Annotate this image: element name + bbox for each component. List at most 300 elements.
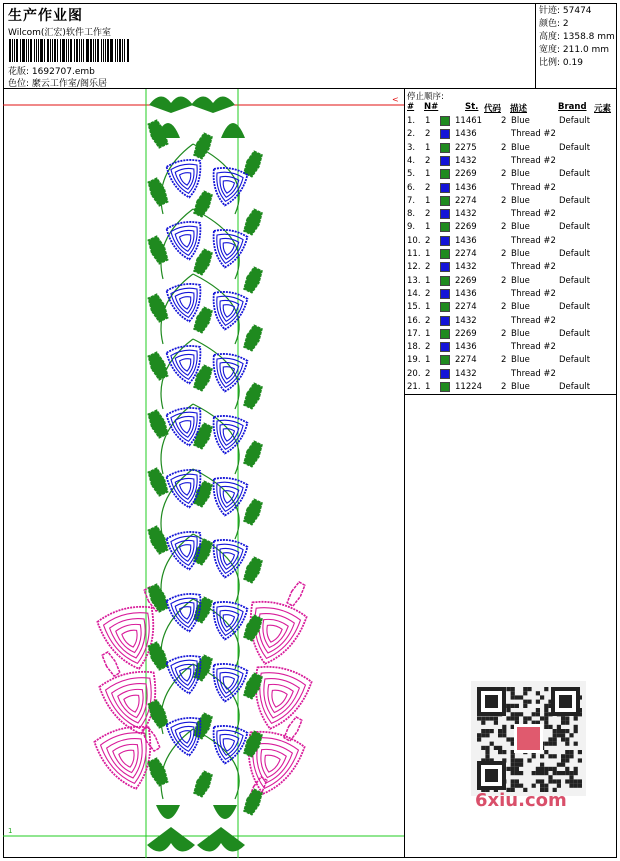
qr-module [544,742,548,746]
stat-label: 针迹: [539,6,561,16]
qr-module [511,779,515,783]
qr-module [523,716,527,720]
qr-module [557,733,561,737]
qr-module [494,746,498,750]
stop-sequence-title: 停止顺序: [407,92,444,102]
qr-module [561,758,565,762]
blue-motif [166,158,206,201]
stat-label: 宽度: [539,45,561,55]
stop-desc: Blue [511,382,530,392]
qr-module [515,758,519,762]
qr-module [532,712,536,716]
qr-module [540,754,544,758]
qr-module [565,758,569,762]
qr-module [515,695,519,699]
qr-module [553,729,557,733]
stop-code: 2 [501,355,507,366]
green-leaf [146,583,170,612]
stop-num: 19. [407,355,421,366]
stop-num: 6. [407,182,416,193]
stop-st: 2269 [455,169,477,180]
qr-module [569,750,573,754]
stop-num: 16. [407,315,421,326]
qr-module [574,742,578,746]
color-swatch [440,262,450,272]
qr-module [477,737,481,741]
stop-code: 2 [501,116,507,126]
green-leaf [242,150,264,177]
stop-desc: Blue [511,142,530,153]
stop-num: 14. [407,288,421,299]
qr-module [511,784,515,788]
qr-module [494,721,498,725]
stop-row [405,261,617,274]
stop-no: 1 [425,116,431,126]
qr-module [527,716,531,720]
qr-module [511,695,515,699]
qr-module [540,763,544,767]
colorpos-value: 縻云工作室/阁乐居 [31,79,107,89]
stat-row [539,31,614,44]
qr-module [515,763,519,767]
green-leaf [146,641,170,670]
stop-row [405,354,617,367]
stop-st: 1436 [455,288,477,299]
stat-value: 211.0 mm [560,45,610,55]
blue-motif [208,290,248,333]
barcode [9,39,139,62]
stop-st: 2274 [455,249,477,259]
qr-module [515,767,519,771]
stop-sequence-panel [405,89,617,395]
stop-brand: Default [559,275,591,286]
pink-leaf-accent [286,581,307,607]
qr-module [498,746,502,750]
qr-module [502,750,506,754]
qr-module [548,767,552,771]
qr-module [498,733,502,737]
qr-module [565,716,569,720]
qr-module [578,758,582,762]
stop-num: 15. [407,302,421,313]
qr-module [561,721,565,725]
qr-module [553,742,557,746]
qr-module [511,687,515,691]
crown-leaf [213,805,237,819]
qr-module [557,763,561,767]
stop-num: 20. [407,368,421,379]
qr-module [553,767,557,771]
qr-module [511,691,515,695]
color-swatch [440,196,450,206]
qr-module [502,729,506,733]
stop-row [405,381,617,394]
stat-row [539,18,614,31]
header-panel [3,3,536,89]
stat-row [539,44,614,57]
stop-num: 2. [407,129,416,140]
color-swatch [440,342,450,352]
green-leaf [242,498,264,525]
qr-module [519,784,523,788]
embroidery-design [3,89,405,858]
qr-module [477,716,481,720]
green-leaf [146,757,170,786]
stop-st: 11461 [455,116,483,126]
stat-value: 2 [560,19,569,29]
qr-module [515,779,519,783]
qr-module [553,771,557,775]
stop-row [405,288,617,301]
blue-motif [208,166,248,209]
qr-module [540,767,544,771]
qr-module [578,779,582,783]
qr-module [536,779,540,783]
green-leaf [146,467,170,496]
qr-module [485,716,489,720]
qr-module [485,733,489,737]
stop-st: 1432 [455,368,477,379]
green-leaf [242,788,264,815]
qr-module [519,695,523,699]
qr-module [565,767,569,771]
stop-brand: Default [559,169,591,180]
qr-module [506,708,510,712]
stop-row [405,168,617,181]
green-leaf [242,556,264,583]
qr-module [544,721,548,725]
stop-st: 2269 [455,328,477,339]
qr-module [515,771,519,775]
color-swatch [440,329,450,339]
stop-num: 7. [407,195,416,206]
vine-curve [161,729,193,799]
stop-no: 2 [425,288,431,299]
stop-num: 3. [407,142,416,153]
stop-row [405,248,617,261]
qr-module [498,750,502,754]
stat-row [539,57,614,70]
qr-module [544,712,548,716]
qr-module [536,771,540,775]
qr-module [565,742,569,746]
green-leaf [242,324,264,351]
page-title: 生产作业图 [8,8,83,24]
qr-module [519,712,523,716]
stop-desc: Thread #2 [511,209,556,220]
col-desc: 描述 [510,104,528,114]
stop-row [405,182,617,195]
green-leaf [242,382,264,409]
blue-motif [208,352,248,395]
stop-no: 1 [425,355,431,366]
qr-module [553,779,557,783]
qr-module [515,784,519,788]
qr-module [557,729,561,733]
stop-st: 1432 [455,209,477,220]
company-name: Wilcom(汇宏)软件工作室 [8,28,111,38]
stop-desc: Thread #2 [511,235,556,246]
color-swatch [440,156,450,166]
qr-module [515,716,519,720]
color-swatch [440,369,450,379]
qr-module [485,754,489,758]
qr-module [569,754,573,758]
qr-module [561,729,565,733]
qr-module [481,733,485,737]
stop-row [405,195,617,208]
stop-st: 1436 [455,129,477,140]
qr-module [540,695,544,699]
stat-label: 高度: [539,32,561,42]
pink-motif [243,662,313,736]
stop-row [405,221,617,234]
qr-module [544,750,548,754]
stop-desc: Blue [511,355,530,366]
pink-leaf-accent [101,651,122,677]
qr-module [574,729,578,733]
qr-module [565,729,569,733]
stop-num: 10. [407,235,421,246]
stop-st: 2274 [455,302,477,313]
qr-module [569,775,573,779]
stop-num: 18. [407,342,421,353]
stop-desc: Thread #2 [511,262,556,273]
qr-module [565,721,569,725]
qr-code-image [471,681,586,796]
pattern-value: 1692707.emb [31,67,95,77]
qr-module [519,758,523,762]
qr-module [569,779,573,783]
stop-num: 21. [407,382,421,392]
top-marker: < [392,95,399,104]
stop-brand: Default [559,382,591,392]
vine-curve [161,469,193,539]
stop-no: 1 [425,302,431,313]
qr-module [511,771,515,775]
qr-module [536,712,540,716]
qr-module [574,771,578,775]
stop-desc: Thread #2 [511,129,556,140]
stop-brand: Default [559,195,591,206]
stop-desc: Blue [511,302,530,313]
qr-module [490,729,494,733]
stat-row [539,5,614,18]
stop-desc: Blue [511,169,530,180]
vine-curve [161,144,193,214]
stop-row [405,155,617,168]
crown-leaf [156,805,180,819]
stop-row [405,208,617,221]
qr-module [506,737,510,741]
stop-sequence-header [405,102,617,114]
color-swatch [440,249,450,259]
qr-module [569,733,573,737]
qr-module [532,771,536,775]
qr-module [565,771,569,775]
qr-module [544,716,548,720]
qr-module [536,708,540,712]
stop-desc: Blue [511,116,530,126]
color-swatch [440,143,450,153]
col-num: # [407,102,415,112]
col-st: St. [465,102,479,112]
stop-no: 1 [425,169,431,180]
qr-module [574,767,578,771]
green-leaf [146,409,170,438]
stop-no: 1 [425,382,431,392]
qr-module [544,784,548,788]
crown-ornament-top [149,96,193,113]
qr-module [511,712,515,716]
stop-st: 11224 [455,382,483,392]
stop-num: 1. [407,116,416,126]
stop-num: 12. [407,262,421,273]
qr-module [485,750,489,754]
pattern-label: 花版: [8,67,30,77]
stop-num: 4. [407,155,416,166]
stop-row [405,115,617,128]
stop-code: 2 [501,302,507,313]
stop-no: 2 [425,209,431,220]
qr-module [548,779,552,783]
qr-module [561,733,565,737]
qr-module [548,725,552,729]
qr-module [561,771,565,775]
stop-no: 1 [425,195,431,206]
stat-value: 57474 [560,6,592,16]
stop-st: 1432 [455,262,477,273]
stop-no: 2 [425,262,431,273]
col-brand: Brand [558,102,587,112]
col-elem: 元素 [594,104,612,114]
qr-module [481,729,485,733]
stop-brand: Default [559,116,591,126]
stop-no: 1 [425,142,431,153]
stop-num: 9. [407,222,416,233]
stop-st: 2274 [455,195,477,206]
qr-module [561,754,565,758]
qr-module [544,708,548,712]
qr-module [569,771,573,775]
qr-finder [559,695,572,708]
stop-row [405,301,617,314]
qr-module [536,691,540,695]
stop-st: 2269 [455,222,477,233]
stop-desc: Blue [511,328,530,339]
stop-no: 2 [425,182,431,193]
qr-module [490,716,494,720]
qr-module [527,758,531,762]
col-no: N# [424,102,439,112]
stop-num: 8. [407,209,416,220]
stop-no: 2 [425,129,431,140]
qr-module [565,754,569,758]
qr-module [511,754,515,758]
qr-finder [485,695,498,708]
green-leaf [192,132,214,159]
qr-logo [517,727,540,750]
qr-module [578,784,582,788]
stop-desc: Thread #2 [511,155,556,166]
color-swatch [440,276,450,286]
qr-module [481,746,485,750]
crown-ornament-top [191,96,235,113]
qr-module [494,716,498,720]
qr-module [523,691,527,695]
stop-desc: Thread #2 [511,288,556,299]
colorpos-label: 色位: [8,79,30,89]
qr-module [523,687,527,691]
stop-desc: Thread #2 [511,368,556,379]
stop-row [405,235,617,248]
stop-code: 2 [501,195,507,206]
green-leaf [146,351,170,380]
qr-module [506,716,510,720]
qr-module [490,742,494,746]
color-swatch [440,183,450,193]
qr-module [527,700,531,704]
qr-module [511,763,515,767]
qr-module [515,704,519,708]
qr-module [574,725,578,729]
stop-no: 2 [425,368,431,379]
qr-module [511,758,515,762]
stop-st: 2274 [455,355,477,366]
qr-module [557,784,561,788]
qr-module [544,767,548,771]
qr-module [502,733,506,737]
stat-value: 0.19 [560,58,583,68]
stats-panel [536,3,617,89]
blue-motif [208,600,248,643]
color-swatch [440,222,450,232]
stop-num: 5. [407,169,416,180]
color-swatch [440,316,450,326]
stop-code: 2 [501,169,507,180]
stop-no: 2 [425,155,431,166]
stop-row [405,275,617,288]
green-leaf [192,480,214,507]
qr-module [519,763,523,767]
stop-brand: Default [559,355,591,366]
vine-curve [161,209,193,279]
qr-module [523,700,527,704]
stop-code: 2 [501,275,507,286]
qr-module [511,704,515,708]
qr-module [511,716,515,720]
qr-module [532,784,536,788]
stop-row [405,142,617,155]
qr-module [574,784,578,788]
qr-module [481,716,485,720]
qr-module [506,687,510,691]
color-swatch [440,355,450,365]
qr-module [485,729,489,733]
stat-label: 颜色: [539,19,561,29]
qr-module [540,784,544,788]
col-code: 代码 [484,104,502,114]
stop-st: 2269 [455,275,477,286]
blue-motif [208,662,248,705]
color-swatch [440,129,450,139]
stop-brand: Default [559,328,591,339]
stop-code: 2 [501,249,507,259]
stop-st: 1432 [455,155,477,166]
qr-module [536,767,540,771]
qr-module [553,737,557,741]
stop-desc: Blue [511,275,530,286]
